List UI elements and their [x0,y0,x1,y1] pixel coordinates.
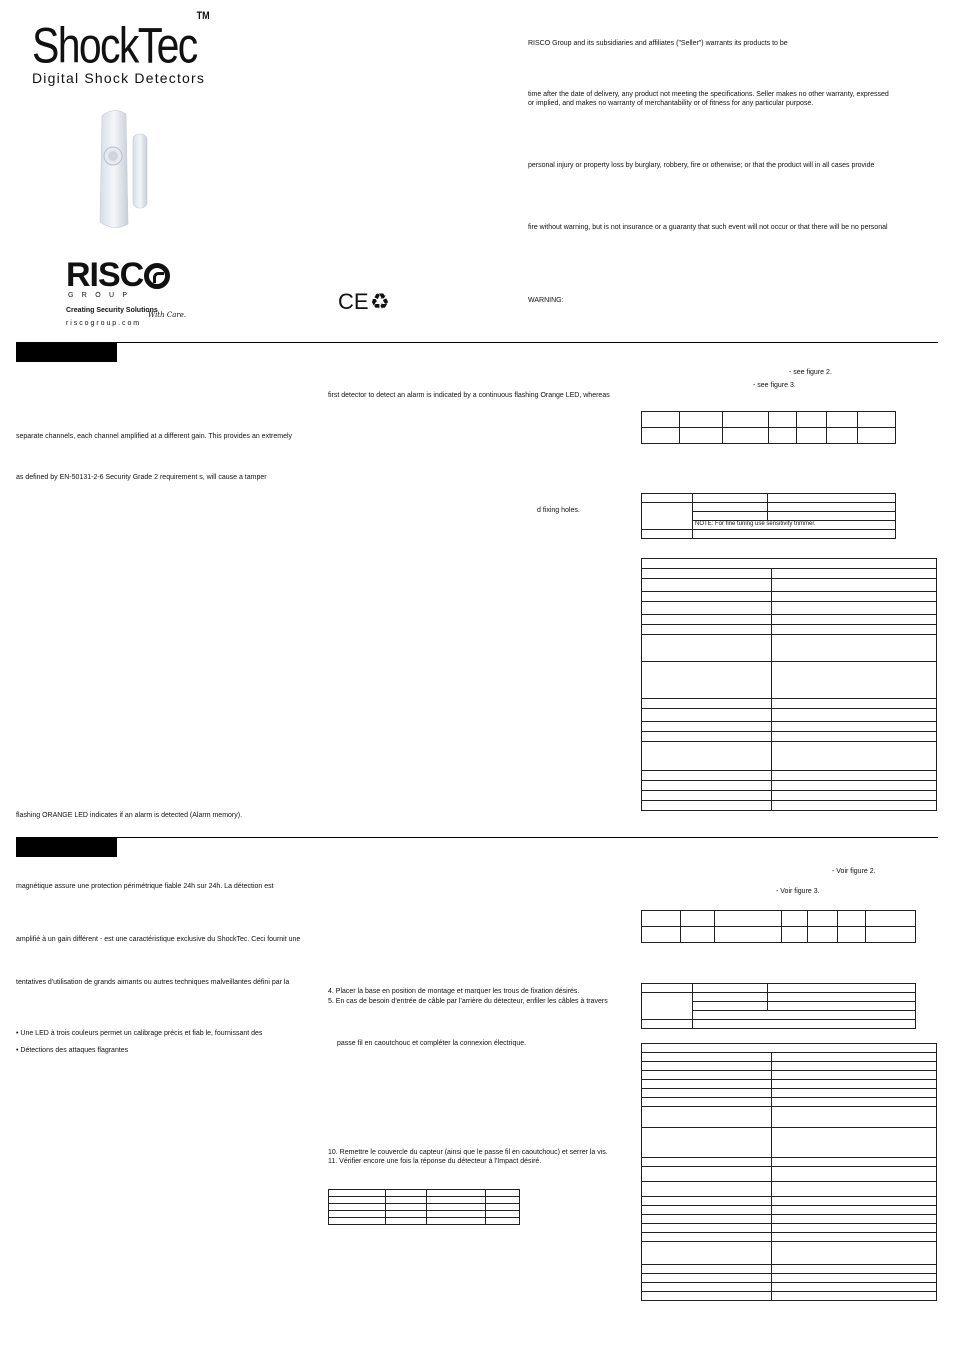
step-text: 4. Placer la base en position de montage et marquer les trous de fixation désirés. [328,988,580,995]
product-image [86,104,166,234]
body-text: amplifié à un gain différent - est une caractéristique exclusive du ShockTec. Ceci fournit une [16,936,301,943]
brand-header [32,10,249,86]
warranty-line: or implied, and makes no warranty of merchantability or of fitness for any particular purpose. [528,100,814,107]
en-table-1 [641,411,896,444]
see-figure-3: - see figure 3. [753,382,796,389]
body-text: d fixing holes. [537,507,580,514]
fr-spec-table [641,1043,937,1301]
risco-tagline-suffix: With Care. [148,311,187,319]
recycle-icon: ♻ [370,289,390,314]
voir-figure-3: - Voir figure 3. [776,888,820,895]
ce-mark: CE [338,289,369,314]
step-text: 11. Vérifier encore une fois la réponse du détecteur à l'Impact désiré. [328,1158,542,1165]
bullet-text: • Une LED à trois couleurs permet un calibrage précis et fiab le, fournissant des [16,1030,263,1037]
en-note: NOTE: For fine tuning use sensitivity trimmer. [693,521,896,530]
risco-url: r i s c o g r o u p . c o m [66,320,140,327]
body-text: first detector to detect an alarm is indicated by a continuous flashing Orange LED, whereas [328,392,610,399]
risco-name: RISC [66,256,144,294]
risco-group: G R O U P [68,292,131,299]
warning-label: WARNING: [528,297,564,304]
en-table-2 [641,493,896,539]
warranty-line: time after the date of delivery, any product not meeting the specifications. Seller makes no other warranty, expressed [528,91,889,98]
french-section-band [16,837,117,857]
body-text: flashing ORANGE LED indicates if an alarm is detected (Alarm memory). [16,812,243,819]
body-text: separate channels, each channel amplified at a different gain. This provides an extremely [16,433,293,440]
english-section-band [16,342,117,362]
warranty-line: RISCO Group and its subsidiaries and affiliates ("Seller") warrants its products to be [528,40,788,47]
body-text: magnétique assure une protection périmétrique fiable 24h sur 24h. La détection est [16,883,274,890]
section-divider [16,342,938,343]
step-text: 10. Remettre le couvercle du capteur (ainsi que le passe fil en caoutchouc) et serrer la vis. [328,1149,608,1156]
risco-logo [66,258,196,327]
warranty-line: personal injury or property loss by burglary, robbery, fire or otherwise; or that the product will in all cases provide [528,162,875,169]
body-text: tentatives d'utilisation de grands aimants ou autres techniques malveillantes défini par la [16,979,290,986]
see-figure-2: - see figure 2. [789,369,832,376]
risco-o-icon [144,263,170,289]
en-spec-table [641,558,937,811]
fr-table-1 [641,910,916,943]
section-divider [16,837,938,838]
step-text: passe fil en caoutchouc et compléter la connexion électrique. [337,1040,527,1047]
brand-subtitle: Digital Shock Detectors [32,69,206,86]
bullet-text: • Détections des attaques flagrantes [16,1047,129,1054]
warranty-line: fire without warning, but is not insurance or a guaranty that such event will not occur or that there will be no personal [528,224,888,231]
risco-tagline: Creating Security Solutions [66,307,158,314]
brand-title: ShockTec™ [32,10,210,74]
step-text: 5. En cas de besoin d'entrée de câble par l'arrière du détecteur, enfiler les câbles à travers [328,998,608,1005]
fr-table-2 [641,983,916,1029]
body-text: as defined by EN-50131-2-6 Security Grade 2 requirement s, will cause a tamper [16,474,267,481]
voir-figure-2: - Voir figure 2. [832,868,876,875]
fr-small-table [328,1189,520,1225]
